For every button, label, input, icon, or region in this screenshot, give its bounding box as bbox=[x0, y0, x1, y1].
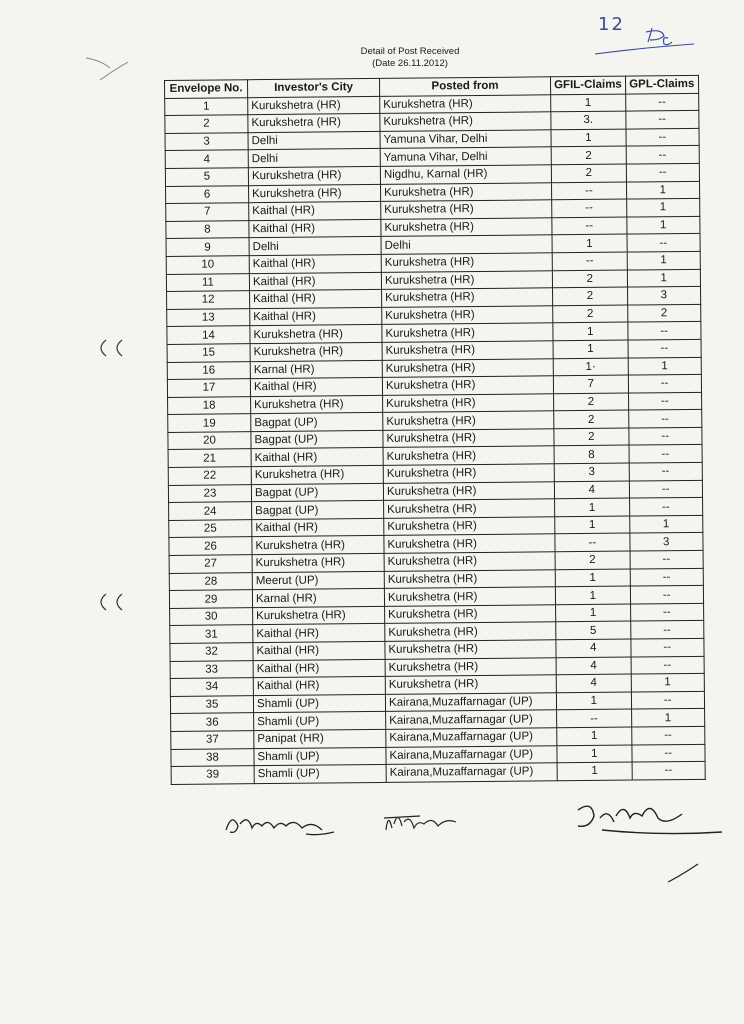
cell-investors-city: Delhi bbox=[248, 149, 380, 168]
cell-investors-city: Karnal (HR) bbox=[252, 589, 384, 608]
cell-investors-city: Shamli (UP) bbox=[254, 747, 386, 766]
cell-envelope-no: 9 bbox=[166, 238, 249, 256]
cell-posted-from: Kurukshetra (HR) bbox=[383, 429, 554, 448]
cell-envelope-no: 32 bbox=[170, 643, 253, 661]
cell-gpl-claims: -- bbox=[630, 568, 703, 586]
cell-envelope-no: 21 bbox=[168, 449, 251, 467]
cell-envelope-no: 17 bbox=[167, 379, 250, 397]
cell-investors-city: Kaithal (HR) bbox=[251, 448, 383, 467]
cell-gpl-claims: -- bbox=[630, 621, 703, 639]
cell-investors-city: Kaithal (HR) bbox=[249, 272, 381, 291]
cell-investors-city: Kaithal (HR) bbox=[250, 290, 382, 309]
cell-posted-from: Kurukshetra (HR) bbox=[382, 358, 553, 377]
cell-gpl-claims: -- bbox=[625, 93, 698, 111]
cell-gpl-claims: -- bbox=[628, 410, 701, 428]
cell-envelope-no: 24 bbox=[169, 502, 252, 520]
cell-posted-from: Kairana,Muzaffarnagar (UP) bbox=[386, 745, 557, 764]
cell-envelope-no: 35 bbox=[170, 695, 253, 713]
cell-gfil-claims: 2 bbox=[554, 393, 629, 411]
cell-posted-from: Kurukshetra (HR) bbox=[380, 94, 551, 113]
cell-gfil-claims: 1 bbox=[556, 604, 631, 622]
document-date: (Date 26.11.2012) bbox=[372, 58, 448, 69]
cell-posted-from: Kurukshetra (HR) bbox=[381, 270, 552, 289]
cell-envelope-no: 23 bbox=[168, 484, 251, 502]
header-envelope-no: Envelope No. bbox=[165, 80, 248, 98]
cell-gpl-claims: 1 bbox=[626, 181, 699, 199]
cell-envelope-no: 28 bbox=[169, 572, 252, 590]
cell-investors-city: Kurukshetra (HR) bbox=[250, 342, 382, 361]
signature-first bbox=[222, 806, 342, 842]
cell-gfil-claims: 1 bbox=[557, 727, 632, 745]
cell-investors-city: Kurukshetra (HR) bbox=[248, 166, 380, 185]
cell-posted-from: Kurukshetra (HR) bbox=[385, 622, 556, 641]
cell-gpl-claims: -- bbox=[631, 656, 704, 674]
cell-gpl-claims: -- bbox=[631, 726, 704, 744]
cell-posted-from: Kurukshetra (HR) bbox=[385, 675, 556, 694]
cell-gfil-claims: 1 bbox=[555, 569, 630, 587]
cell-gfil-claims: 1 bbox=[555, 516, 630, 534]
cell-posted-from: Yamuna Vihar, Delhi bbox=[380, 147, 551, 166]
cell-envelope-no: 36 bbox=[171, 713, 254, 731]
cell-envelope-no: 20 bbox=[168, 432, 251, 450]
table-row bbox=[171, 761, 705, 784]
cell-gfil-claims: 1· bbox=[553, 358, 628, 376]
cell-envelope-no: 29 bbox=[169, 590, 252, 608]
cell-gpl-claims: 1 bbox=[627, 269, 700, 287]
cell-posted-from: Kurukshetra (HR) bbox=[380, 112, 551, 131]
cell-gfil-claims: 1 bbox=[553, 322, 628, 340]
post-received-table bbox=[164, 75, 705, 785]
cell-gpl-claims: -- bbox=[628, 339, 701, 357]
cell-gfil-claims: 4 bbox=[556, 639, 631, 657]
cell-posted-from: Kurukshetra (HR) bbox=[384, 569, 555, 588]
cell-investors-city: Kurukshetra (HR) bbox=[251, 395, 383, 414]
cell-envelope-no: 8 bbox=[166, 220, 249, 238]
cell-gfil-claims: 2 bbox=[551, 164, 626, 182]
cell-gpl-claims: -- bbox=[629, 462, 702, 480]
cell-posted-from: Kurukshetra (HR) bbox=[383, 411, 554, 430]
cell-investors-city: Bagpat (UP) bbox=[251, 430, 383, 449]
cell-gpl-claims: -- bbox=[629, 480, 702, 498]
cell-investors-city: Kurukshetra (HR) bbox=[252, 536, 384, 555]
cell-gpl-claims: -- bbox=[632, 744, 705, 762]
cell-investors-city: Karnal (HR) bbox=[250, 360, 382, 379]
cell-envelope-no: 22 bbox=[168, 467, 251, 485]
post-received-sheet bbox=[164, 75, 705, 785]
cell-gpl-claims: -- bbox=[632, 761, 705, 779]
cell-gfil-claims: -- bbox=[552, 182, 627, 200]
cell-envelope-no: 1 bbox=[165, 97, 248, 115]
cell-envelope-no: 18 bbox=[168, 396, 251, 414]
page-number-handwritten: 12 bbox=[598, 14, 625, 35]
cell-posted-from: Nigdhu, Karnal (HR) bbox=[380, 165, 551, 184]
cell-gpl-claims: -- bbox=[630, 603, 703, 621]
signature-second bbox=[380, 804, 470, 838]
cell-envelope-no: 2 bbox=[165, 115, 248, 133]
cell-investors-city: Kurukshetra (HR) bbox=[252, 553, 384, 572]
cell-envelope-no: 27 bbox=[169, 555, 252, 573]
cell-gfil-claims: 1 bbox=[557, 745, 632, 763]
cell-envelope-no: 30 bbox=[170, 607, 253, 625]
cell-gfil-claims: 5 bbox=[556, 621, 631, 639]
scan-mark-scribble bbox=[80, 40, 140, 90]
document-header bbox=[330, 46, 490, 70]
cell-gpl-claims: 1 bbox=[629, 515, 702, 533]
cell-envelope-no: 33 bbox=[170, 660, 253, 678]
cell-investors-city: Kaithal (HR) bbox=[249, 219, 381, 238]
cell-envelope-no: 34 bbox=[170, 678, 253, 696]
cell-posted-from: Kurukshetra (HR) bbox=[383, 464, 554, 483]
cell-posted-from: Kurukshetra (HR) bbox=[384, 534, 555, 553]
cell-gfil-claims: 8 bbox=[554, 446, 629, 464]
cell-posted-from: Kurukshetra (HR) bbox=[384, 517, 555, 536]
cell-gfil-claims: 1 bbox=[551, 129, 626, 147]
cell-investors-city: Kaithal (HR) bbox=[253, 677, 385, 696]
cell-gfil-claims: 3 bbox=[554, 463, 629, 481]
cell-gpl-claims: -- bbox=[629, 427, 702, 445]
cell-investors-city: Kaithal (HR) bbox=[250, 378, 382, 397]
cell-gfil-claims: 1 bbox=[557, 762, 632, 780]
cell-posted-from: Kurukshetra (HR) bbox=[383, 481, 554, 500]
cell-envelope-no: 13 bbox=[167, 308, 250, 326]
cell-investors-city: Kaithal (HR) bbox=[249, 202, 381, 221]
cell-posted-from: Kurukshetra (HR) bbox=[383, 446, 554, 465]
cell-gfil-claims: 2 bbox=[554, 428, 629, 446]
cell-investors-city: Panipat (HR) bbox=[254, 729, 386, 748]
cell-investors-city: Kaithal (HR) bbox=[253, 641, 385, 660]
cell-investors-city: Kaithal (HR) bbox=[252, 518, 384, 537]
cell-gpl-claims: 1 bbox=[631, 674, 704, 692]
cell-investors-city: Kurukshetra (HR) bbox=[251, 465, 383, 484]
cell-posted-from: Kurukshetra (HR) bbox=[381, 218, 552, 237]
cell-posted-from: Kairana,Muzaffarnagar (UP) bbox=[386, 728, 557, 747]
document-title: Detail of Post Received bbox=[360, 46, 460, 57]
cell-posted-from: Kurukshetra (HR) bbox=[381, 253, 552, 272]
cell-gfil-claims: 1 bbox=[553, 340, 628, 358]
cell-posted-from: Kurukshetra (HR) bbox=[384, 499, 555, 518]
cell-posted-from: Kurukshetra (HR) bbox=[385, 640, 556, 659]
cell-investors-city: Bagpat (UP) bbox=[251, 413, 383, 432]
cell-posted-from: Kurukshetra (HR) bbox=[382, 288, 553, 307]
cell-gpl-claims: 3 bbox=[627, 286, 700, 304]
tick-mark bbox=[664, 860, 704, 890]
cell-gfil-claims: -- bbox=[552, 199, 627, 217]
cell-gfil-claims: 1 bbox=[555, 586, 630, 604]
cell-gfil-claims: 7 bbox=[553, 375, 628, 393]
cell-envelope-no: 25 bbox=[169, 520, 252, 538]
cell-gpl-claims: -- bbox=[630, 586, 703, 604]
cell-posted-from: Kurukshetra (HR) bbox=[383, 393, 554, 412]
cell-investors-city: Delhi bbox=[249, 237, 381, 256]
cell-posted-from: Kurukshetra (HR) bbox=[384, 552, 555, 571]
cell-posted-from: Kurukshetra (HR) bbox=[384, 587, 555, 606]
cell-gpl-claims: -- bbox=[628, 374, 701, 392]
cell-gpl-claims: -- bbox=[626, 128, 699, 146]
cell-gpl-claims: -- bbox=[626, 111, 699, 129]
cell-gpl-claims: 1 bbox=[626, 199, 699, 217]
cell-gfil-claims: 2 bbox=[554, 410, 629, 428]
cell-envelope-no: 15 bbox=[167, 344, 250, 362]
cell-envelope-no: 19 bbox=[168, 414, 251, 432]
cell-investors-city: Kaithal (HR) bbox=[253, 624, 385, 643]
cell-gfil-claims: 2 bbox=[553, 287, 628, 305]
cell-envelope-no: 26 bbox=[169, 537, 252, 555]
cell-investors-city: Shamli (UP) bbox=[254, 712, 386, 731]
cell-investors-city: Kurukshetra (HR) bbox=[249, 184, 381, 203]
cell-envelope-no: 16 bbox=[167, 361, 250, 379]
header-gfil-claims: GFIL-Claims bbox=[550, 76, 625, 94]
folio-mark-scribble bbox=[590, 22, 700, 62]
cell-envelope-no: 3 bbox=[165, 132, 248, 150]
cell-gpl-claims: -- bbox=[626, 146, 699, 164]
cell-gfil-claims: 1 bbox=[555, 498, 630, 516]
cell-gpl-claims: 1 bbox=[628, 357, 701, 375]
cell-envelope-no: 7 bbox=[166, 203, 249, 221]
cell-gpl-claims: -- bbox=[629, 445, 702, 463]
cell-investors-city: Kaithal (HR) bbox=[249, 254, 381, 273]
cell-posted-from: Kurukshetra (HR) bbox=[382, 323, 553, 342]
cell-envelope-no: 31 bbox=[170, 625, 253, 643]
cell-gfil-claims: 1 bbox=[556, 692, 631, 710]
cell-gpl-claims: 3 bbox=[630, 533, 703, 551]
cell-posted-from: Kurukshetra (HR) bbox=[385, 605, 556, 624]
cell-gfil-claims: 2 bbox=[555, 551, 630, 569]
cell-envelope-no: 5 bbox=[165, 168, 248, 186]
cell-gpl-claims: -- bbox=[630, 550, 703, 568]
cell-envelope-no: 10 bbox=[166, 256, 249, 274]
cell-investors-city: Meerut (UP) bbox=[252, 571, 384, 590]
cell-gfil-claims: -- bbox=[552, 252, 627, 270]
cell-investors-city: Kurukshetra (HR) bbox=[253, 606, 385, 625]
cell-gfil-claims: -- bbox=[555, 533, 630, 551]
cell-gfil-claims: 2 bbox=[551, 146, 626, 164]
cell-gpl-claims: -- bbox=[628, 392, 701, 410]
cell-posted-from: Kairana,Muzaffarnagar (UP) bbox=[386, 710, 557, 729]
cell-envelope-no: 14 bbox=[167, 326, 250, 344]
cell-envelope-no: 4 bbox=[165, 150, 248, 168]
cell-gfil-claims: 3. bbox=[551, 111, 626, 129]
hole-punch-mark-lower bbox=[92, 590, 132, 614]
cell-posted-from: Kurukshetra (HR) bbox=[385, 657, 556, 676]
cell-gpl-claims: -- bbox=[626, 163, 699, 181]
cell-envelope-no: 11 bbox=[166, 273, 249, 291]
cell-gpl-claims: -- bbox=[631, 691, 704, 709]
signature-third bbox=[572, 796, 732, 842]
cell-posted-from: Kurukshetra (HR) bbox=[381, 182, 552, 201]
cell-gpl-claims: 1 bbox=[627, 251, 700, 269]
cell-posted-from: Kairana,Muzaffarnagar (UP) bbox=[385, 693, 556, 712]
cell-gfil-claims: 1 bbox=[551, 94, 626, 112]
table-body bbox=[165, 93, 705, 784]
cell-envelope-no: 12 bbox=[167, 291, 250, 309]
cell-posted-from: Kurukshetra (HR) bbox=[382, 376, 553, 395]
header-posted-from: Posted from bbox=[379, 77, 550, 96]
cell-posted-from: Yamuna Vihar, Delhi bbox=[380, 130, 551, 149]
cell-envelope-no: 37 bbox=[171, 731, 254, 749]
cell-gpl-claims: -- bbox=[629, 498, 702, 516]
header-investors-city: Investor's City bbox=[248, 78, 380, 97]
cell-investors-city: Kurukshetra (HR) bbox=[250, 325, 382, 344]
cell-investors-city: Kaithal (HR) bbox=[250, 307, 382, 326]
cell-gpl-claims: -- bbox=[627, 234, 700, 252]
cell-gpl-claims: 1 bbox=[631, 709, 704, 727]
cell-investors-city: Shamli (UP) bbox=[254, 765, 386, 784]
cell-gpl-claims: -- bbox=[631, 638, 704, 656]
cell-investors-city: Kaithal (HR) bbox=[253, 659, 385, 678]
cell-gfil-claims: 2 bbox=[553, 305, 628, 323]
cell-envelope-no: 38 bbox=[171, 748, 254, 766]
cell-investors-city: Bagpat (UP) bbox=[252, 501, 384, 520]
cell-gfil-claims: 1 bbox=[552, 234, 627, 252]
cell-gpl-claims: 2 bbox=[627, 304, 700, 322]
cell-posted-from: Kurukshetra (HR) bbox=[382, 305, 553, 324]
cell-gfil-claims: 4 bbox=[556, 657, 631, 675]
cell-gfil-claims: 2 bbox=[552, 270, 627, 288]
cell-posted-from: Kairana,Muzaffarnagar (UP) bbox=[386, 763, 557, 782]
cell-investors-city: Shamli (UP) bbox=[253, 694, 385, 713]
cell-investors-city: Kurukshetra (HR) bbox=[248, 96, 380, 115]
cell-gpl-claims: -- bbox=[628, 322, 701, 340]
cell-envelope-no: 39 bbox=[171, 766, 254, 784]
cell-investors-city: Delhi bbox=[248, 131, 380, 150]
cell-posted-from: Kurukshetra (HR) bbox=[381, 200, 552, 219]
cell-gfil-claims: -- bbox=[557, 709, 632, 727]
cell-gfil-claims: 4 bbox=[554, 481, 629, 499]
cell-posted-from: Kurukshetra (HR) bbox=[382, 341, 553, 360]
cell-investors-city: Kurukshetra (HR) bbox=[248, 114, 380, 133]
cell-envelope-no: 6 bbox=[166, 185, 249, 203]
cell-gfil-claims: 4 bbox=[556, 674, 631, 692]
hole-punch-mark-upper bbox=[92, 336, 132, 360]
cell-posted-from: Delhi bbox=[381, 235, 552, 254]
cell-investors-city: Bagpat (UP) bbox=[251, 483, 383, 502]
header-gpl-claims: GPL-Claims bbox=[625, 75, 698, 93]
cell-gpl-claims: 1 bbox=[627, 216, 700, 234]
cell-gfil-claims: -- bbox=[552, 217, 627, 235]
